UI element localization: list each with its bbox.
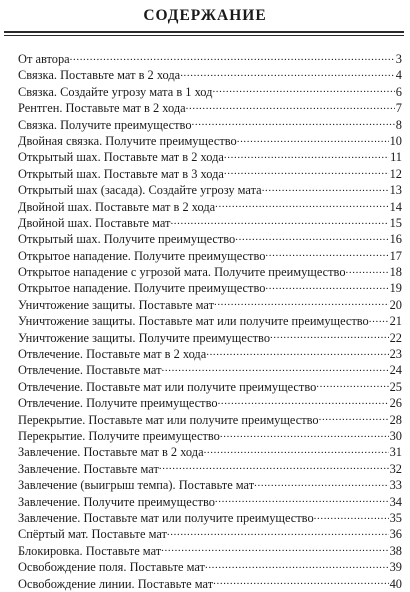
toc-entry-page: 22 [389, 330, 402, 345]
toc-entry-page: 12 [389, 166, 402, 181]
toc-entry-title: Освобождение линии. Поставьте мат [18, 576, 214, 591]
dot-leader [220, 428, 389, 440]
dot-leader [213, 576, 388, 588]
toc-entry-title: Отвлечение. Поставьте мат или получите преимущество [18, 379, 317, 394]
dot-leader [224, 166, 389, 178]
toc-entry [18, 395, 402, 411]
toc-entry [18, 133, 402, 149]
toc-entry-title: Отвлечение. Поставьте мат в 2 хода [18, 347, 207, 362]
toc-entry-page: 34 [389, 494, 402, 509]
title-rule-thin [4, 35, 404, 36]
dot-leader [159, 461, 389, 473]
toc-entry-title: Открытый шах. Получите преимущество [18, 232, 236, 247]
toc-entry-page: 26 [389, 396, 402, 411]
dot-leader [215, 494, 389, 506]
toc-entry [18, 182, 402, 198]
toc-entry [18, 297, 402, 313]
toc-entry-title: Уничтожение защиты. Получите преимущество [18, 330, 271, 345]
toc-entry-page: 19 [389, 281, 402, 296]
toc-entry-page: 11 [390, 150, 402, 165]
toc-entry-title: Спёртый мат. Поставьте мат [18, 527, 167, 542]
toc-entry-title: Двойная связка. Получите преимущество [18, 133, 237, 148]
toc-entry-page: 20 [389, 297, 402, 312]
toc-entry-title: Двойной шах. Поставьте мат [18, 215, 171, 230]
dot-leader [270, 330, 389, 342]
toc-entry-page: 17 [389, 248, 402, 263]
dot-leader [265, 280, 388, 292]
dot-leader [162, 362, 389, 374]
toc-entry-title: Уничтожение защиты. Поставьте мат [18, 297, 214, 312]
toc-entry [18, 444, 402, 460]
toc-entry-page: 28 [389, 412, 402, 427]
toc-entry-page: 3 [395, 52, 402, 66]
toc-entry-title: Связка. Создайте угрозу мата в 1 ход [18, 84, 213, 99]
toc-entry-page: 40 [389, 576, 402, 591]
toc-entry-title: Связка. Получите преимущество [18, 117, 192, 132]
page-title: СОДЕРЖАНИЕ [143, 7, 267, 24]
toc-entry-title: Завлечение. Получите преимущество [18, 494, 215, 509]
toc-entry-title: Рентген. Поставьте мат в 2 хода [18, 101, 186, 116]
dot-leader [235, 231, 388, 243]
toc-entry [18, 166, 402, 182]
table-of-contents [18, 51, 402, 592]
toc-entry-page: 24 [389, 363, 402, 378]
toc-entry [18, 510, 402, 526]
toc-entry [18, 477, 402, 493]
toc-entry [18, 231, 402, 247]
toc-entry-title: Перекрытие. Получите преимущество [18, 428, 220, 443]
toc-entry-page: 33 [389, 478, 402, 493]
toc-entry-page: 38 [389, 543, 402, 558]
toc-entry-title: От автора [18, 52, 70, 66]
toc-entry-page: 36 [389, 527, 402, 542]
dot-leader [224, 149, 389, 161]
toc-entry-page: 10 [389, 133, 402, 148]
dot-leader [369, 313, 389, 325]
dot-leader [316, 379, 388, 391]
dot-leader [215, 199, 388, 211]
toc-entry-page: 13 [389, 183, 402, 198]
toc-entry-page: 18 [389, 265, 402, 280]
dot-leader [214, 297, 389, 309]
toc-entry [18, 100, 402, 116]
toc-entry-title: Открытый шах. Поставьте мат в 3 хода [18, 166, 224, 181]
toc-entry [18, 199, 402, 215]
dot-leader [319, 412, 389, 424]
toc-entry [18, 412, 402, 428]
dot-leader [346, 264, 389, 276]
toc-entry-title: Открытое нападение с угрозой мата. Получите преимущество [18, 265, 346, 280]
dot-leader [167, 526, 389, 538]
toc-entry [18, 494, 402, 510]
toc-entry [18, 84, 402, 100]
toc-entry [18, 67, 402, 83]
toc-entry-title: Завлечение (выигрыш темпа). Поставьте мат [18, 478, 255, 493]
toc-entry-page: 35 [389, 510, 402, 525]
toc-entry [18, 313, 402, 329]
toc-entry-title: Завлечение. Поставьте мат [18, 461, 159, 476]
toc-entry-page: 14 [389, 199, 402, 214]
toc-entry [18, 330, 402, 346]
dot-leader [161, 543, 388, 555]
toc-entry-title: Связка. Поставьте мат в 2 хода [18, 68, 181, 83]
dot-leader [170, 215, 388, 227]
toc-entry [18, 215, 402, 231]
toc-entry-title: Завлечение. Поставьте мат в 2 хода [18, 445, 204, 460]
dot-leader [314, 510, 389, 522]
toc-entry-title: Открытое нападение. Получите преимущество [18, 281, 266, 296]
toc-entry-page: 21 [389, 314, 402, 329]
toc-entry [18, 346, 402, 362]
toc-entry [18, 428, 402, 444]
dot-leader [192, 117, 395, 129]
toc-entry-page: 16 [389, 232, 402, 247]
toc-entry-title: Блокировка. Поставьте мат [18, 543, 162, 558]
toc-entry-page: 39 [389, 560, 402, 575]
toc-entry [18, 149, 402, 165]
toc-entry-page: 30 [389, 428, 402, 443]
toc-entry-title: Открытый шах (засада). Создайте угрозу мата [18, 183, 262, 198]
toc-entry [18, 559, 402, 575]
toc-entry-page: 32 [389, 461, 402, 476]
dot-leader [204, 444, 389, 456]
toc-entry-page: 31 [389, 445, 402, 460]
dot-leader [180, 67, 395, 79]
dot-leader [205, 559, 389, 571]
toc-entry [18, 362, 402, 378]
toc-entry [18, 117, 402, 133]
dot-leader [262, 182, 389, 194]
dot-leader [254, 477, 388, 489]
toc-entry [18, 461, 402, 477]
dot-leader [206, 346, 388, 358]
toc-entry-title: Отвлечение. Получите преимущество [18, 396, 218, 411]
toc-entry-page: 4 [395, 68, 402, 83]
toc-entry-title: Отвлечение. Поставьте мат [18, 363, 162, 378]
toc-entry-title: Открытое нападение. Получите преимущество [18, 248, 266, 263]
toc-entry-title: Открытый шах. Поставьте мат в 2 хода [18, 150, 224, 165]
toc-entry [18, 379, 402, 395]
toc-entry-page: 15 [389, 215, 402, 230]
toc-entry-title: Перекрытие. Поставьте мат или получите преимущество [18, 412, 319, 427]
toc-entry [18, 576, 402, 592]
toc-entry [18, 543, 402, 559]
title-rule-thick [4, 31, 404, 33]
toc-entry-page: 25 [389, 379, 402, 394]
dot-leader [212, 84, 394, 96]
toc-entry-page: 6 [395, 84, 402, 99]
toc-entry-title: Освобождение поля. Поставьте мат [18, 560, 205, 575]
toc-entry-title: Двойной шах. Поставьте мат в 2 хода [18, 199, 216, 214]
toc-entry-page: 7 [395, 101, 402, 116]
toc-entry [18, 280, 402, 296]
dot-leader [186, 100, 395, 112]
toc-entry [18, 264, 402, 280]
dot-leader [237, 133, 389, 145]
toc-entry-title: Завлечение. Поставьте мат или получите преимущество [18, 510, 314, 525]
toc-entry-title: Уничтожение защиты. Поставьте мат или получите преимущество [18, 314, 369, 329]
toc-entry-page: 23 [389, 347, 402, 362]
dot-leader [265, 248, 388, 260]
toc-entry [18, 51, 402, 67]
toc-entry [18, 526, 402, 542]
toc-entry [18, 248, 402, 264]
toc-entry-page: 8 [395, 117, 402, 132]
dot-leader [218, 395, 389, 407]
dot-leader [70, 51, 395, 63]
